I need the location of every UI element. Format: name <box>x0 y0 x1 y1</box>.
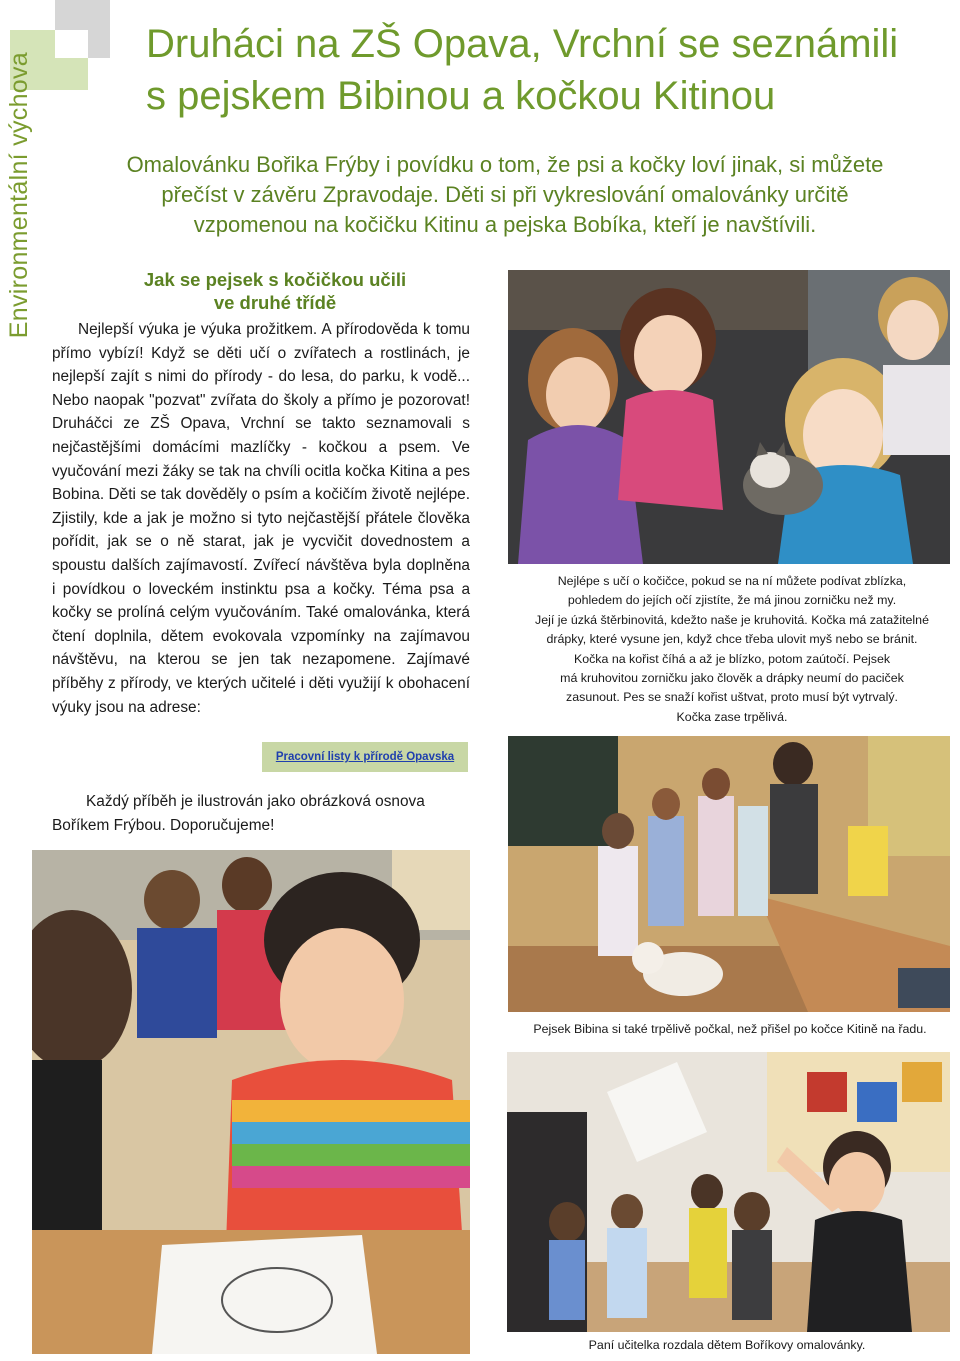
caption-line: Kočka na kořist číhá a až je blízko, potom zaútočí. Pejsek <box>573 651 891 666</box>
lead-paragraph <box>70 150 940 240</box>
caption-worksheet-photo: Paní učitelka rozdala dětem Boříkovy omalovánky. <box>588 1338 866 1352</box>
photo-children-coloring <box>32 850 470 1354</box>
section-label <box>2 30 36 360</box>
article-subheading <box>70 268 480 314</box>
note-line: Každý příběh je ilustrován jako obrázková osnova <box>86 793 425 810</box>
link-box <box>262 742 468 772</box>
photo-children-with-cat <box>508 270 950 564</box>
title-line: Druháci na ZŠ Opava, Vrchní se seznámili <box>146 22 899 66</box>
article-body <box>52 318 470 719</box>
note-line: Boříkem Frýbou. Doporučujeme! <box>52 816 275 834</box>
worksheets-link[interactable]: Pracovní listy k přírodě Opavska <box>275 751 455 763</box>
lead-line: přečíst v závěru Zpravodaje. Děti si při vykreslování omalovánky určitě <box>161 182 849 207</box>
caption-cat-photo <box>512 572 952 727</box>
caption-line: zasunout. Pes se snaží kořist uštvat, proto musí být vytrvalý. <box>566 690 898 705</box>
caption-line: Kočka zase trpělivá. <box>676 709 788 724</box>
recommendation-note <box>52 790 470 837</box>
photo-classroom-with-dog <box>508 736 950 1012</box>
page-title <box>146 18 946 122</box>
caption-line: pohledem do jejích očí zjistíte, že má jinou zorničku než my. <box>567 593 897 608</box>
photo-teacher-handing-worksheets <box>507 1052 950 1332</box>
subheading-line: ve druhé třídě <box>213 292 337 313</box>
caption-line: Její je úzká štěrbinovitá, kdežto naše je kruhovitá. Kočka má zatažitelné <box>535 612 929 627</box>
lead-line: Omalovánku Bořika Frýby i povídku o tom, že psi a kočky loví jinak, si můžete <box>126 152 884 177</box>
caption-line: Nejlépe s učí o kočičce, pokud se na ní můžete podívat zblízka, <box>557 574 907 588</box>
caption-line: má kruhovitou zorničku jako člověk a drápky neumí do paciček <box>560 671 904 686</box>
section-label-text: Environmentální výchova <box>4 51 33 339</box>
lead-line: vzpomenou na kočičku Kitinu a pejska Bobíka, kteří je navštívili. <box>193 212 817 237</box>
caption-line: drápky, které vysune jen, když chce třeba ulovit myš nebo se bránit. <box>546 632 918 647</box>
decorative-square-white <box>55 30 88 58</box>
subheading-line: Jak se pejsek s kočičkou učili <box>143 269 407 290</box>
caption-dog-photo: Pejsek Bibina si také trpělivě počkal, než přišel po kočce Kitině na řadu. <box>533 1022 927 1036</box>
body-paragraph: Nejlepší výuka je výuka prožitkem. A přírodověda k tomu přímo vybízí! Když se děti učí o zvířatech a rostlinách, je nejlepší zajít s nimi do přírody - do lesa, do parku, k vodě... Nebo naopak "pozvat" zvířata do školy a přímo je pozorovat! Druháčci ze ZŠ Opava, Vrchní se takto seznamovali s nejčastějšími domácími mazlíčky - kočkou a psem. Ve vyučování mezi žáky se tak na chvíli ocitla kočka Kitina a pes Bobina. Děti se tak dověděly o psím a kočičím životě nejlépe. Zjistily, kde a jak je možno si tyto nejčastější přátele člověka pořídit, jak se o ně starat, jak je vycvičit dovednostem a spoustu dalších zajímavostí. Zvířecí návštěva byla doplněna i povídkou o loveckém instinktu psa a kočky. Téma psa a kočky se prolíná celým vyučováním. Také omalovánka, která čtení doplnila, dětem evokovala vzpomínky na zajímavou návštěvu, na kterou se jen tak nezapomene. Zajímavé příběhy z přírody, ve kterých učitelé i děti využijí k obohacení výuky jsou na adrese: <box>52 321 470 716</box>
title-line: s pejskem Bibinou a kočkou Kitinou <box>146 74 776 118</box>
